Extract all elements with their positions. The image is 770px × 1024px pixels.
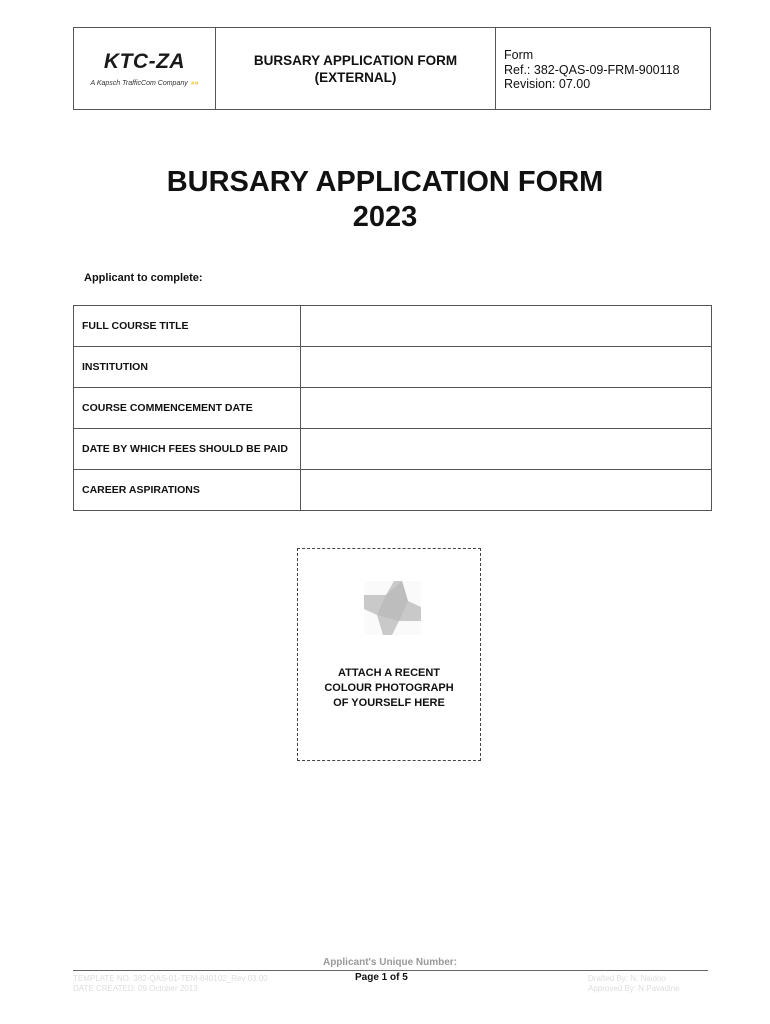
document-header xyxy=(73,27,711,110)
header-form-title: BURSARY APPLICATION FORM (EXTERNAL) xyxy=(216,28,496,109)
table-row xyxy=(74,347,712,388)
field-label: COURSE COMMENCEMENT DATE xyxy=(74,388,301,429)
footer-divider xyxy=(73,970,708,971)
field-label: DATE BY WHICH FEES SHOULD BE PAID xyxy=(74,429,301,470)
company-logo xyxy=(74,28,216,109)
photo-instructions: ATTACH A RECENT COLOUR PHOTOGRAPH OF YOURSELF HERE xyxy=(324,667,454,709)
chevrons-icon: »» xyxy=(190,80,199,87)
logo-text: KTC-ZA xyxy=(103,50,186,73)
photo-attachment-box[interactable] xyxy=(297,548,481,761)
photo-placeholder-icon xyxy=(364,581,421,635)
field-value-course-title[interactable] xyxy=(301,306,712,347)
field-value-fees-date[interactable] xyxy=(301,429,712,470)
page-title: BURSARY APPLICATION FORM 2023 xyxy=(166,166,604,233)
footer-approval-info: Drafted By: N. Naidoo Approved By: N.Pavadine xyxy=(588,974,680,993)
footer-template-info: TEMPLATE NO. 382-QAS-01-TEM-840102_Rev 03.00 DATE CREATED: 09 October 2013 xyxy=(73,974,268,993)
table-row xyxy=(74,429,712,470)
field-value-institution[interactable] xyxy=(301,347,712,388)
page-number: Page 1 of 5 xyxy=(355,972,408,983)
unique-number-label: Applicant's Unique Number: xyxy=(322,957,458,968)
table-row xyxy=(74,306,712,347)
applicant-info-table xyxy=(73,305,712,511)
field-value-career-aspirations[interactable] xyxy=(301,470,712,511)
field-label: INSTITUTION xyxy=(74,347,301,388)
header-reference xyxy=(496,28,710,109)
doc-type: Form xyxy=(504,48,534,62)
doc-ref: Ref.: 382-QAS-09-FRM-900118 xyxy=(504,62,680,77)
field-value-commencement-date[interactable] xyxy=(301,388,712,429)
table-row xyxy=(74,470,712,511)
table-row xyxy=(74,388,712,429)
logo-tagline: A Kapsch TrafficCom Company xyxy=(90,80,188,87)
field-label: CAREER ASPIRATIONS xyxy=(74,470,301,511)
applicant-note: Applicant to complete: xyxy=(84,272,203,284)
field-label: FULL COURSE TITLE xyxy=(74,306,301,347)
doc-revision: Revision: 07.00 xyxy=(504,77,591,91)
